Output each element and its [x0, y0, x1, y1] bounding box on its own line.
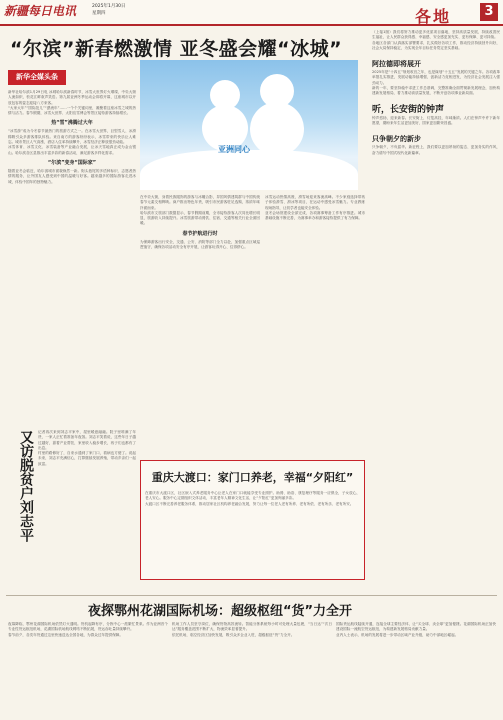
- featured-headline: 重庆大渡口：家门口养老，幸福“夕阳红”: [151, 471, 354, 484]
- bottom-headline: 夜探鄂州花湖国际机场：超级枢纽“货”力全开: [87, 604, 353, 619]
- article-column-side: [38, 430, 136, 595]
- featured-article-box: [140, 460, 365, 580]
- body-text: 夜幕降临，鄂州花湖国际机场依然灯火通明。货机起降有序，分拣中心一派繁忙景象。作为亚洲首个专业性货运枢纽机场，花湖国际机场航线网络不断拓展，货运吞吐量持续攀升。: [8, 622, 168, 632]
- body-text: 春节前夕，各类年货通过这里快速送达全国各地，为群众过年提供保障。: [8, 632, 123, 637]
- body-text: 只争朝夕，不负韶华。新征程上，我们要以更加昂扬的姿态、更加务实的作风，奋力谱写中国式现代化新篇章。: [372, 145, 500, 155]
- article-column-bottom-right: [336, 622, 496, 717]
- article-column-left: [8, 90, 136, 420]
- snow-sculpture-photo: [140, 60, 358, 190]
- article-column-bottom-middle: [172, 622, 332, 717]
- body-text: 冰雪运动热情高涨，滑雪场迎来客流高峰。不少家庭选择带孩子体验滑雪、滑冰等项目，在运动中感受冰雪魅力。专业教练现场指导，让初学者也能安全体验。: [265, 195, 365, 210]
- body-text: 记者再次来到刘志平家中，屋里暖意融融。院子里堆满了年货，一家人正忙着准备年夜饭。刘志平笑着说，这些年日子越过越好，靠着产业帮扶，家里收入稳步增长，孩子们也都有了出息。: [38, 430, 136, 450]
- section-tag: 新华全媒头条: [8, 70, 66, 85]
- body-text: 哈尔滨市文旅部门数据显示，春节假期前期，全市接待游客人次同比增长明显，旅游收入持续提升。冰雪旅游带动餐饮、住宿、交通等相关行业全面回暖。: [140, 210, 260, 226]
- body-text: 机场工作人员坚守岗位，确保货物高效流转。智能分拣系统每小时可处理大量包裹，“当日达”“次日达”服务覆盖范围不断扩大，物流效率显著提升。: [172, 622, 332, 632]
- newspaper-logo: 新疆每日电讯: [4, 4, 77, 18]
- snowman-body-right: [250, 102, 304, 156]
- subheading: 热“雪”沸腾过大年: [51, 120, 93, 127]
- body-text: “大家大年”“国际范儿”“漂流年”……一个个关键词里，凝聚着这座冰雪之城的热情与活力。春节假期，冰雪大世界、太阳岛雪博会等景区接待游客持续增长。: [8, 105, 136, 116]
- photo-slogan: 亚洲同心: [218, 145, 250, 154]
- body-text: 村里的路修好了，自来水通到了家门口，看病也方便了。说起未来，刘志平充满信心，打算继续发展养殖，带动乡亲们一起致富。: [38, 451, 136, 466]
- body-text: （上接1版）我们将努力推动更多优质项目落地，坚持高质量发展，持续改善民生福祉，让人民群众获得感、幸福感、安全感更加充实、更有保障、更可持续。: [372, 30, 500, 40]
- body-text: 各地区各部门认真落实部署要求，扎实做好各项工作，推动经济持续回升向好，社会大局保持稳定，为实现全年目标任务奠定坚实基础。: [372, 40, 500, 50]
- main-headline: “尔滨”新春燃激情 亚冬盛会耀“冰城”: [10, 38, 343, 60]
- right-headline: 听，长安街的钟声: [372, 104, 445, 115]
- right-subheading: 只争朝夕的新步: [372, 135, 421, 144]
- page-number: 3: [480, 3, 498, 21]
- body-text: 冰雪体育、冰雪文化、冰雪装备等产业融合发展，让冰天雪地真正成为金山银山。哈尔滨各区县推出丰富多彩的新春活动，满足游客多样化需求。: [8, 145, 136, 155]
- snow-ground: [140, 150, 358, 190]
- body-text: 国际货运航线陆续开通，连接全球主要经济体，让“买全球、卖全球”更加便捷。花湖国际机场正加快建设国际一流航空货运枢纽，为构建新发展格局贡献力量。: [336, 622, 496, 632]
- body-text: “冰雪游”成为今冬春节最热门的旅游方式之一。在冰雪大世界，巨型雪人、冰滑梯吸引众多游客排队体验。来自南方的游客纷纷表示，冰雪带来的快乐让人难忘。城市景区人气高涨，酒店入住率持续攀升，冰雪经济正释放强劲动能。: [8, 129, 136, 145]
- subheading: “尔滨”变身“国际家”: [47, 159, 97, 166]
- article-column-middle-right: [265, 195, 365, 450]
- body-text: 为保障游客出行安全，交通、公安、消防等部门全力以赴，加强重点区域巡逻值守，确保各项活动安全有序开展，让游客玩得开心、住得舒心。: [140, 239, 260, 250]
- body-text: 钟声悠扬，迎来新春。长安街上，灯笼高挂，年味渐浓。人们在钟声中许下新年愿望，期盼来年生活更加美好，国家更加繁荣昌盛。: [372, 115, 500, 125]
- section-title: 各地: [415, 7, 452, 26]
- body-text: 在重庆市大渡口区，社区嵌入式养老服务中心让老人在家门口就能享受专业照护。助餐、助浴、康复理疗等服务一应俱全，子女放心，老人安心。服务中心定期组织文体活动，丰富老年人精神文化生活，让“夕阳红”更加绚丽多彩。: [145, 491, 360, 501]
- body-text: 新华社哈尔滨1月29日电 冰城哈尔滨新春时节，冰雪大世界灯火璀璨，中央大街人流如织，松花江畔欢声笑语。第九届亚洲冬季运动会即将开幕，这座城市以开放包容的姿态迎接八方来客。: [8, 90, 136, 105]
- article-column-middle: [140, 195, 260, 450]
- body-text: 随着亚冬会临近，哈尔滨城市面貌焕然一新。街头巷尾的多语种标识、志愿者热情的服务，让外国友人感受到中国的温暖与好客。越来越多的国际游客走进冰城，体验中国年的独特魅力。: [8, 168, 136, 184]
- subheading: 春节护航进行时: [182, 230, 218, 237]
- article-column-right: [372, 30, 500, 590]
- article-column-bottom-left: [8, 622, 168, 717]
- right-subheading: 阿拉德即将展开: [372, 60, 421, 69]
- body-text: 2025年是“十四五”规划收官之年，也是谋划“十五五”发展的关键之年。各项改革举措扎实推进，发展动能持续增强，创新活力竞相迸发，为经济社会发展注入强劲动力。: [372, 70, 500, 85]
- body-text: 亚冬会场馆建设全部完成，各项赛事筹备工作有序推进。城市基础设施不断完善，为赛事举办和游客接待提供了有力保障。: [265, 210, 365, 221]
- body-text: 新的一年，要坚持稳中求进工作总基调，完整准确全面贯彻新发展理念，加快构建新发展格局，着力推动高质量发展，不断开创各项事业新局面。: [372, 86, 500, 96]
- divider-bottom: [6, 595, 497, 596]
- issue-date: 2025年1月30日: [92, 4, 126, 9]
- body-text: 依托机场，临空经济区加快发展，吸引众多企业入驻，超级枢纽“货”力全开。: [172, 632, 295, 637]
- issue-weekday: 星期四: [92, 11, 106, 16]
- masthead: [0, 0, 503, 26]
- side-headline: 又访脱贫户刘志平: [18, 430, 34, 542]
- body-text: 在中央大街，身着民族服饰的游客与冰雕合影，异国风情建筑群与中国传统春节元素交相辉映。商户推出特色年货，吸引市民游客驻足选购，浓浓年味扑面而来。: [140, 195, 260, 210]
- body-text: 业内人士表示，机场的发展将进一步带动区域产业升级，助力中部地区崛起。: [336, 632, 459, 637]
- body-text: 大渡口区不断完善养老服务体系，推动居家社区机构养老融合发展，努力让每一位老人老有所养、老有所依、老有所乐、老有所安。: [145, 501, 354, 506]
